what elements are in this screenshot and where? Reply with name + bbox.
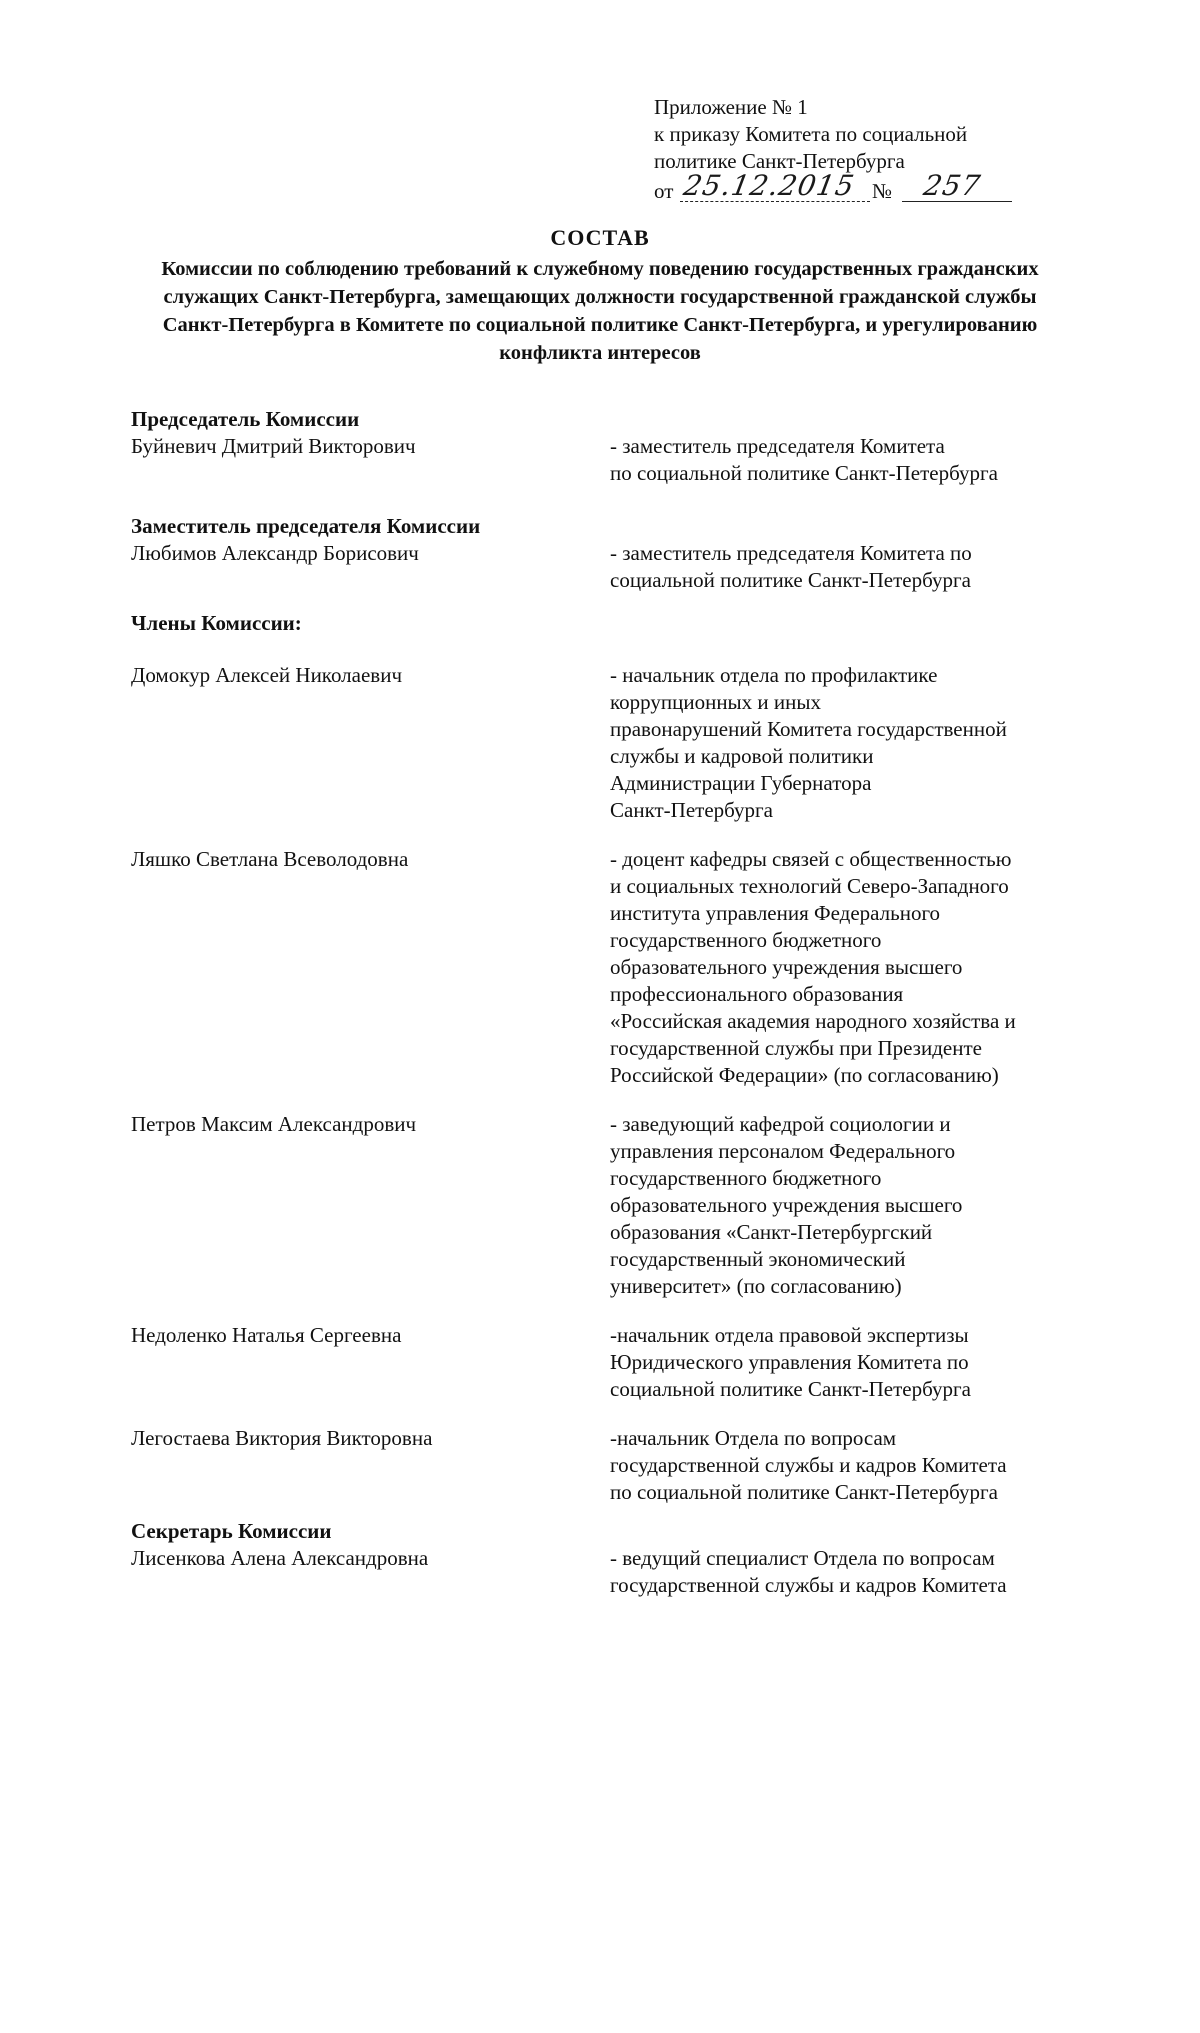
roster-entry-member	[131, 1425, 1091, 1506]
member-position: - заведующий кафедрой социологии и управления персоналом Федерального государственного бюджетного образовательного учреждения высшего образования «Санкт-Петербургский государственный экономический университет» (по согласованию)	[610, 1112, 963, 1298]
member-name: Любимов Александр Борисович	[131, 541, 419, 565]
roster-entry-member	[131, 1111, 1091, 1300]
section-members: Члены Комиссии:	[131, 611, 302, 635]
member-name: Лисенкова Алена Александровна	[131, 1546, 429, 1570]
title-heading: СОСТАВ	[550, 225, 650, 250]
roster-entry-member	[131, 1322, 1091, 1403]
member-name: Домокур Алексей Николаевич	[131, 663, 403, 687]
appendix-line: политике Санкт-Петербурга	[654, 149, 905, 173]
member-position: - заместитель председателя Комитета по социальной политике Санкт-Петербурга	[610, 434, 998, 485]
member-position: -начальник отдела правовой экспертизы Юридического управления Комитета по социальной политике Санкт-Петербурга	[610, 1323, 971, 1401]
handwritten-number: 257	[921, 169, 984, 202]
title-subtitle: Комиссии по соблюдению требований к служебному поведению государственных гражданских служащих Санкт-Петербурга, замещающих должности государственной гражданской службы Санкт-Петербурга в Комитете по социальной политике Санкт-Петербурга, и урегулированию конфликта интересов	[161, 258, 1039, 364]
section-deputy: Заместитель председателя Комиссии	[131, 514, 481, 538]
member-position: - начальник отдела по профилактике коррупционных и иных правонарушений Комитета государственной службы и кадровой политики Администрации Губернатора Санкт-Петербурга	[610, 663, 1007, 822]
date-prefix: от	[654, 179, 674, 203]
member-position: - заместитель председателя Комитета по социальной политике Санкт-Петербурга	[610, 541, 972, 592]
appendix-line: к приказу Комитета по социальной	[654, 122, 968, 146]
member-name: Легостаева Виктория Викторовна	[131, 1426, 433, 1450]
appendix-header	[654, 94, 1014, 175]
commission-roster	[131, 406, 1091, 1599]
handwritten-date: 25.12.2015	[681, 169, 858, 202]
roster-entry-member	[131, 662, 1091, 824]
member-position: - ведущий специалист Отдела по вопросам государственной службы и кадров Комитета	[610, 1546, 1007, 1597]
section-secretary: Секретарь Комиссии	[131, 1519, 332, 1543]
member-name: Буйневич Дмитрий Викторович	[131, 434, 416, 458]
roster-entry-secretary	[131, 1545, 1091, 1599]
member-position: - доцент кафедры связей с общественностью и социальных технологий Северо-Западного института управления Федерального государственного бюджетного образовательного учреждения высшего профессионального образования «Российская академия народного хозяйства и государственной службы при Президенте Российской Федерации» (по согласованию)	[610, 847, 1016, 1087]
roster-entry-deputy	[131, 540, 1091, 594]
member-name: Петров Максим Александрович	[131, 1112, 417, 1136]
document-title	[100, 225, 1100, 367]
member-position: -начальник Отдела по вопросам государственной службы и кадров Комитета по социальной политике Санкт-Петербурга	[610, 1426, 1007, 1504]
appendix-line: Приложение № 1	[654, 95, 808, 119]
member-name: Недоленко Наталья Сергеевна	[131, 1323, 402, 1347]
member-name: Ляшко Светлана Всеволодовна	[131, 847, 409, 871]
number-label: №	[872, 179, 893, 203]
roster-entry-member	[131, 846, 1091, 1089]
section-chair: Председатель Комиссии	[131, 407, 360, 431]
roster-entry-chair	[131, 433, 1091, 487]
order-date-number-row	[654, 169, 1014, 207]
